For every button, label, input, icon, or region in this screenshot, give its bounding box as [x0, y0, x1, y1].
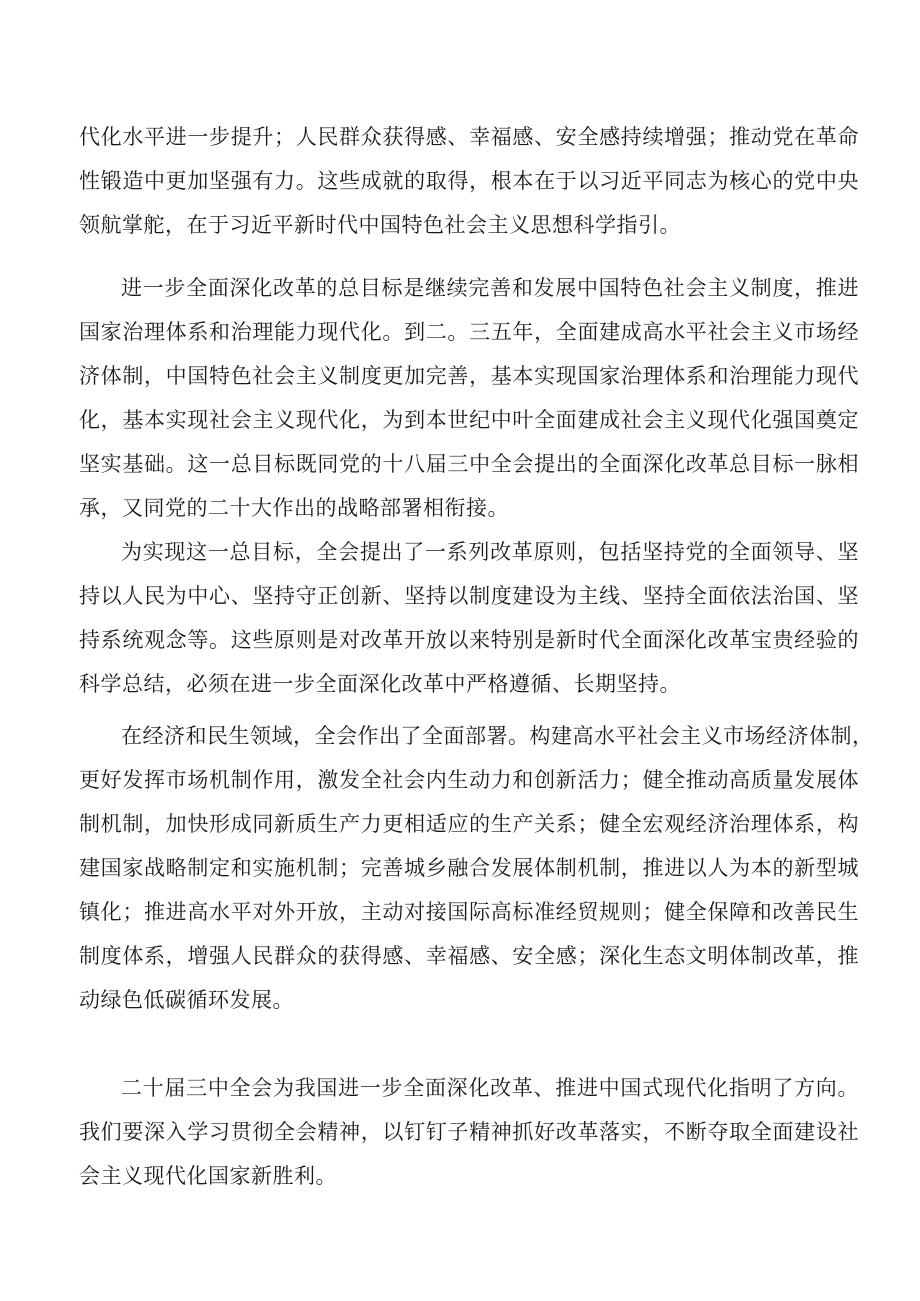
text-line: 济体制，中国特色社会主义制度更加完善，基本实现国家治理体系和治理能力现代: [79, 364, 859, 388]
text-line: 国家治理体系和治理能力现代化。到二。三五年，全面建成高水平社会主义市场经: [79, 320, 859, 344]
text-line: 领航掌舵，在于习近平新时代中国特色社会主义思想科学指引。: [79, 213, 681, 237]
text-line: 持系统观念等。这些原则是对改革开放以来特别是新时代全面深化改革宝贵经验的: [79, 628, 859, 652]
text-line: 坚实基础。这一总目标既同党的十八届三中全会提出的全面深化改革总目标一脉相: [79, 452, 859, 476]
paragraph-5: [79, 1066, 859, 1198]
paragraph-4: [79, 714, 874, 1022]
text-line: 动绿色低碳循环发展。: [79, 988, 294, 1012]
text-line: 为实现这一总目标，全会提出了一系列改革原则，包括坚持党的全面领导、坚: [121, 540, 859, 564]
text-line: 制度体系，增强人民群众的获得感、幸福感、安全感；深化生态文明体制改革，推: [79, 944, 859, 968]
paragraph-3: [79, 530, 859, 706]
text-line: 在经济和民生领域，全会作出了全面部署。构建高水平社会主义市场经济体制，: [121, 724, 874, 748]
text-line: 化，基本实现社会主义现代化，为到本世纪中叶全面建成社会主义现代化强国奠定: [79, 408, 859, 432]
text-line: 承，又同党的二十大作出的战略部署相衔接。: [79, 496, 509, 520]
paragraph-1: [79, 115, 859, 247]
text-line: 我们要深入学习贯彻全会精神，以钉钉子精神抓好改革落实，不断夺取全面建设社: [79, 1120, 859, 1144]
text-line: 更好发挥市场机制作用，激发全社会内生动力和创新活力；健全推动高质量发展体: [79, 768, 859, 792]
text-line: 性锻造中更加坚强有力。这些成就的取得，根本在于以习近平同志为核心的党中央: [79, 169, 859, 193]
text-line: 建国家战略制定和实施机制；完善城乡融合发展体制机制，推进以人为本的新型城: [79, 856, 859, 880]
paragraph-2: [79, 266, 859, 530]
text-line: 科学总结，必须在进一步全面深化改革中严格遵循、长期坚持。: [79, 672, 681, 696]
text-line: 会主义现代化国家新胜利。: [79, 1164, 337, 1188]
text-line: 制机制，加快形成同新质生产力更相适应的生产关系；健全宏观经济治理体系，构: [79, 812, 859, 836]
text-line: 二十届三中全会为我国进一步全面深化改革、推进中国式现代化指明了方向。: [121, 1076, 859, 1100]
text-line: 镇化；推进高水平对外开放，主动对接国际高标准经贸规则；健全保障和改善民生: [79, 900, 859, 924]
text-line: 代化水平进一步提升；人民群众获得感、幸福感、安全感持续增强；推动党在革命: [79, 125, 859, 149]
text-line: 持以人民为中心、坚持守正创新、坚持以制度建设为主线、坚持全面依法治国、坚: [79, 584, 859, 608]
text-line: 进一步全面深化改革的总目标是继续完善和发展中国特色社会主义制度，推进: [121, 276, 859, 300]
